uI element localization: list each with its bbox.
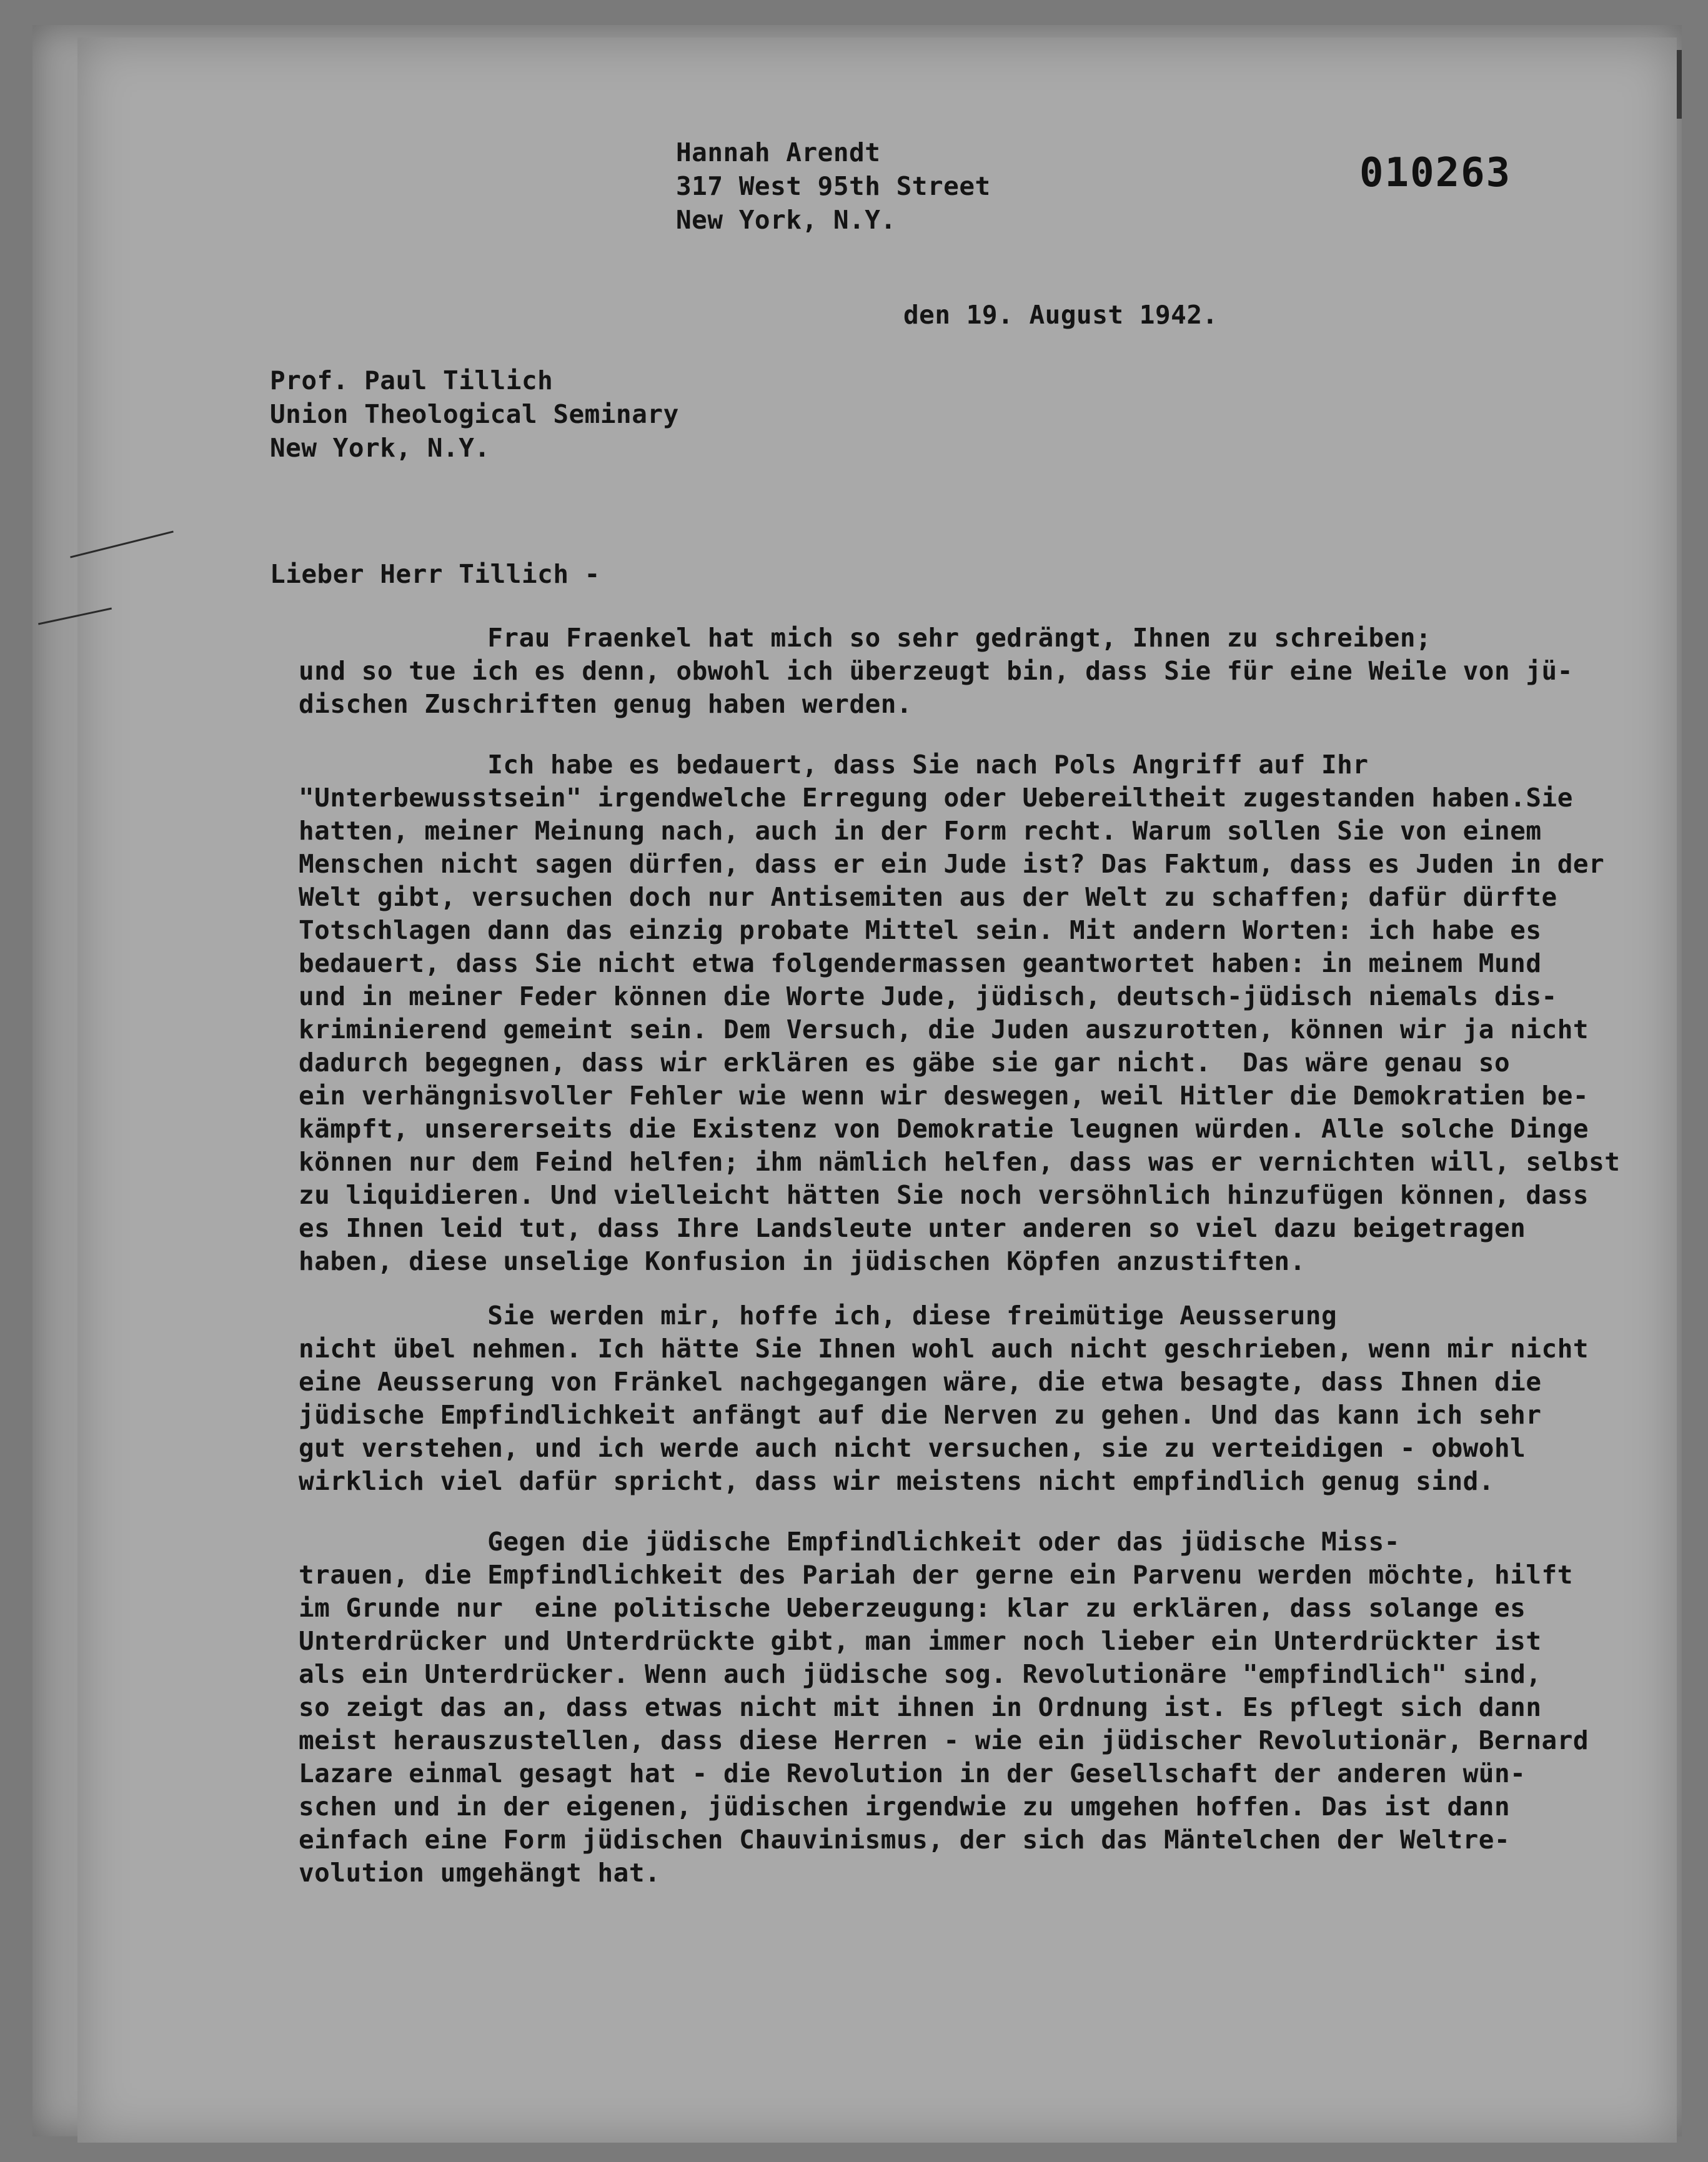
text-line: einfach eine Form jüdischen Chauvinismus, der sich das Mäntelchen der Weltre- [299,1825,1511,1855]
text-line: hatten, meiner Meinung nach, auch in der Form recht. Warum sollen Sie von einem [299,816,1542,846]
recipient-institution: Union Theological Seminary [270,399,679,429]
text-line: Gegen die jüdische Empfindlichkeit oder das jüdische Miss- [299,1527,1400,1557]
text-line: jüdische Empfindlichkeit anfängt auf die Nerven zu gehen. Und das kann ich sehr [299,1400,1542,1430]
text-line: Ich habe es bedauert, dass Sie nach Pols Angriff auf Ihr [299,750,1369,780]
text-line: und in meiner Feder können die Worte Jude, jüdisch, deutsch-jüdisch niemals dis- [299,981,1557,1011]
text-line: so zeigt das an, dass etwas nicht mit ihnen in Ordnung ist. Es pflegt sich dann [299,1692,1542,1722]
text-line: trauen, die Empfindlichkeit des Pariah der gerne ein Parvenu werden möchte, hilft [299,1560,1573,1590]
text-line: können nur dem Feind helfen; ihm nämlich helfen, dass was er vernichten will, selbst [299,1147,1621,1177]
text-line: dischen Zuschriften genug haben werden. [299,689,913,719]
paragraph-1 [299,622,1573,721]
text-line: bedauert, dass Sie nicht etwa folgendermassen geantwortet haben: in meinem Mund [299,948,1542,978]
document-number: 010263 [1359,150,1512,196]
paragraph-3 [299,1299,1589,1498]
sender-street: 317 West 95th Street [676,171,991,201]
text-line: Sie werden mir, hoffe ich, diese freimütige Aeusserung [299,1301,1338,1331]
text-line: wirklich viel dafür spricht, dass wir meistens nicht empfindlich genug sind. [299,1466,1494,1496]
text-line: im Grunde nur eine politische Ueberzeugung: klar zu erklären, dass solange es [299,1593,1526,1623]
sender-name: Hannah Arendt [676,137,881,167]
text-line: haben, diese unselige Konfusion in jüdischen Köpfen anzustiften. [299,1246,1306,1276]
sender-city: New York, N.Y. [676,205,896,235]
text-line: Frau Fraenkel hat mich so sehr gedrängt, Ihnen zu schreiben; [299,623,1432,653]
text-line: gut verstehen, und ich werde auch nicht versuchen, sie zu verteidigen - obwohl [299,1433,1526,1463]
text-line: es Ihnen leid tut, dass Ihre Landsleute unter anderen so viel dazu beigetragen [299,1213,1526,1243]
text-line: dadurch begegnen, dass wir erklären es gäbe sie gar nicht. Das wäre genau so [299,1048,1511,1078]
text-line: zu liquidieren. Und vielleicht hätten Sie noch versöhnlich hinzufügen können, dass [299,1180,1589,1210]
text-line: als ein Unterdrücker. Wenn auch jüdische sog. Revolutionäre "empfindlich" sind, [299,1659,1542,1689]
text-line: eine Aeusserung von Fränkel nachgegangen wäre, die etwa besagte, dass Ihnen die [299,1367,1542,1397]
letter-date: den 19. August 1942. [903,300,1218,330]
text-line: Lazare einmal gesagt hat - die Revolution in der Gesellschaft der anderen wün- [299,1758,1526,1788]
text-line: nicht übel nehmen. Ich hätte Sie Ihnen wohl auch nicht geschrieben, wenn mir nicht [299,1334,1589,1364]
salutation: Lieber Herr Tillich - [270,559,600,589]
text-line: kämpft, unsererseits die Existenz von Demokratie leugnen würden. Alle solche Dinge [299,1114,1589,1144]
text-line: Totschlagen dann das einzig probate Mittel sein. Mit andern Worten: ich habe es [299,915,1542,945]
paragraph-2 [299,748,1621,1278]
text-line: kriminierend gemeint sein. Dem Versuch, die Juden auszurotten, können wir ja nicht [299,1014,1589,1044]
text-line: schen und in der eigenen, jüdischen irgendwie zu umgehen hoffen. Das ist dann [299,1792,1511,1822]
paragraph-4 [299,1525,1589,1890]
text-line: ein verhängnisvoller Fehler wie wenn wir deswegen, weil Hitler die Demokratien be- [299,1081,1589,1111]
recipient-name: Prof. Paul Tillich [270,365,554,395]
text-line: "Unterbewusstsein" irgendwelche Erregung oder Uebereiltheit zugestanden haben.Sie [299,783,1573,813]
recipient-city: New York, N.Y. [270,433,490,463]
text-line: volution umgehängt hat. [299,1858,661,1888]
text-line: Unterdrücker und Unterdrückte gibt, man immer noch lieber ein Unterdrückter ist [299,1626,1542,1656]
text-line: Welt gibt, versuchen doch nur Antisemiten aus der Welt zu schaffen; dafür dürfte [299,882,1557,912]
text-line: Menschen nicht sagen dürfen, dass er ein Jude ist? Das Faktum, dass es Juden in der [299,849,1605,879]
text-line: und so tue ich es denn, obwohl ich überzeugt bin, dass Sie für eine Weile von jü- [299,656,1573,686]
text-line: meist herauszustellen, dass diese Herren - wie ein jüdischer Revolutionär, Bernard [299,1725,1589,1755]
